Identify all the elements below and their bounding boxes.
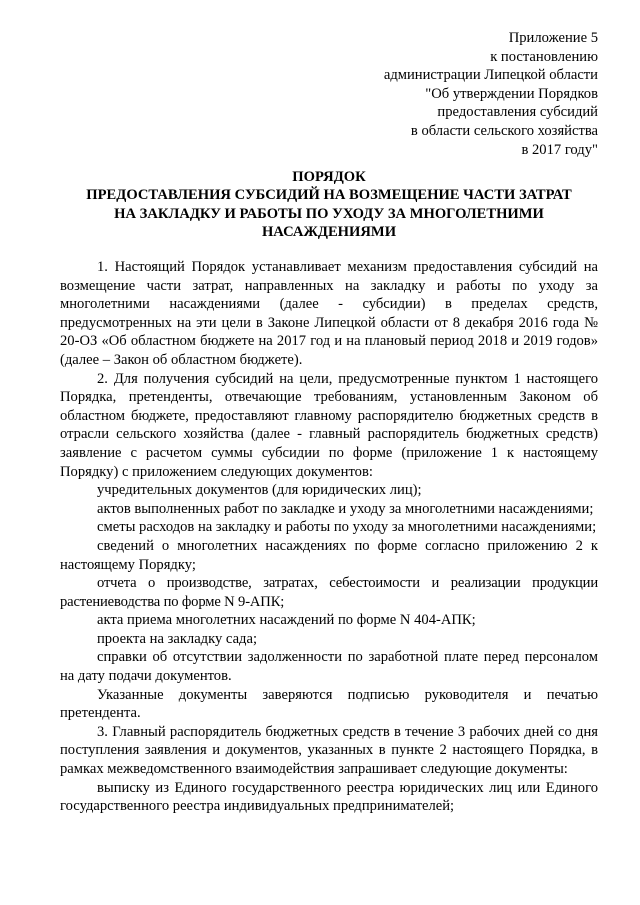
document-title (60, 168, 598, 242)
title-line: ПОРЯДОК (292, 169, 366, 185)
appendix-line: к постановлению (490, 48, 598, 65)
paragraph-certification: Указанные документы заверяются подписью руководителя и печатью претендента. (60, 686, 598, 722)
list-item: учредительных документов (для юридических лиц); (97, 482, 422, 499)
appendix-header (384, 29, 598, 159)
paragraph-3: 3. Главный распорядитель бюджетных средств в течение 3 рабочих дней со дня поступления заявления и документов, указанных в пункте 2 настоящего Порядка, в рамках межведомственного взаимодействия запрашивает следующие документы: (60, 723, 598, 778)
appendix-line: в 2017 году" (521, 141, 598, 158)
appendix-line: предоставления субсидий (437, 104, 598, 121)
appendix-line: администрации Липецкой области (383, 67, 598, 84)
paragraph-1: 1. Настоящий Порядок устанавливает механизм предоставления субсидий на возмещение части затрат, направленных на закладку и работы по уходу за многолетними насаждениями (далее - субсидии) в пределах средств, предусмотренных на эти цели в Законе Липецкой области от 8 декабря 2016 года № 20-ОЗ «Об областном бюджете на 2017 год и на плановый период 2018 и 2019 годов» (далее – Закон об областном бюджете). (60, 259, 598, 368)
appendix-line: Приложение 5 (508, 30, 598, 46)
appendix-line: "Об утверждении Порядков (425, 85, 598, 102)
document-body (60, 258, 598, 816)
list-item: выписку из Единого государственного реестра юридических лиц или Единого государственного реестра индивидуальных предпринимателей; (60, 779, 598, 815)
list-item: актов выполненных работ по закладке и уходу за многолетними насаждениями; (97, 500, 594, 517)
appendix-line: в области сельского хозяйства (410, 122, 598, 139)
list-item: проекта на закладку сада; (97, 630, 258, 647)
list-item: сведений о многолетних насаждениях по форме согласно приложению 2 к настоящему Порядку; (60, 537, 598, 573)
paragraph-2: 2. Для получения субсидий на цели, предусмотренные пунктом 1 настоящего Порядка, претенденты, отвечающие требованиям, установленным Законом об областном бюджете, предоставляют главному распорядителю бюджетных средств в отрасли сельского хозяйства (далее - главный распорядитель бюджетных средств) заявление с расчетом суммы субсидии по форме (приложение 1 к настоящему Порядку) с приложением следующих документов: (60, 370, 598, 480)
list-item: отчета о производстве, затратах, себестоимости и реализации продукции растениеводства по форме N 9-АПК; (60, 575, 598, 610)
title-line: ПРЕДОСТАВЛЕНИЯ СУБСИДИЙ НА ВОЗМЕЩЕНИЕ ЧАСТИ ЗАТРАТ (86, 187, 572, 204)
list-item: справки об отсутствии задолженности по заработной плате перед персоналом на дату подачи документов. (60, 649, 598, 685)
list-item: акта приема многолетних насаждений по форме N 404-АПК; (97, 612, 476, 629)
list-item: сметы расходов на закладку и работы по уходу за многолетними насаждениями; (97, 519, 597, 536)
title-line: НАСАЖДЕНИЯМИ (261, 224, 397, 241)
title-line: НА ЗАКЛАДКУ И РАБОТЫ ПО УХОДУ ЗА МНОГОЛЕТНИМИ (114, 205, 544, 222)
